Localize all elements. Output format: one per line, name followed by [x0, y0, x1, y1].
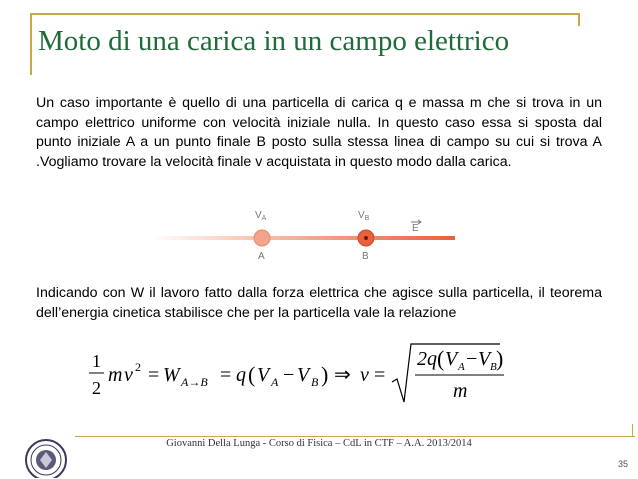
mass-m: m: [108, 364, 123, 386]
work-subscript: A→B: [181, 375, 208, 389]
potential-VA: V: [257, 364, 270, 386]
point-b-center: [364, 236, 368, 240]
title-frame-top: [30, 13, 578, 15]
footer-divider: [75, 436, 635, 437]
implies-arrow: ⇒: [334, 364, 351, 386]
num-subscript-B: B: [490, 361, 497, 373]
paren-open: (: [248, 362, 256, 387]
num-minus: −: [466, 348, 478, 370]
num-subscript-A: A: [458, 361, 465, 373]
minus-sign: −: [283, 364, 295, 386]
kinetic-energy-formula: [80, 340, 520, 410]
subscript-B: B: [311, 375, 319, 389]
point-b-label: B: [362, 251, 369, 262]
footer-divider-right: [632, 424, 633, 437]
page-number: 35: [617, 459, 628, 469]
charge-q: q: [236, 364, 246, 386]
equals-2: =: [220, 364, 232, 386]
field-e-label: E: [412, 223, 419, 234]
potential-VB: V: [297, 364, 310, 386]
num-paren-open: (: [437, 346, 445, 371]
title-frame-right: [578, 13, 580, 26]
num-potential-VA: V: [445, 348, 458, 370]
point-a-marker: [254, 230, 270, 246]
footer-text: Giovanni Della Lunga - Corso di Fisica – CdL in CTF – A.A. 2013/2014: [166, 438, 472, 449]
va-label: $V_A$: [255, 210, 267, 222]
point-a-label: A: [258, 251, 265, 262]
half-denominator: 2: [92, 378, 101, 398]
paragraph-intro: Un caso importante è quello di una particella di carica q e massa m che si trova in un campo elettrico uniforme con velocità iniziale nulla. In questo caso essa si sposta dal punto iniziale A a un punto finale B posto sulla stessa linea di campo su cui si trova A .Vogliamo trovare la velocità finale v acquistata in questo modo dalla carica.: [36, 95, 602, 170]
paragraph-theorem: Indicando con W il lavoro fatto dalla forza elettrica che agisce sulla particella, il teorema dell’energia cinetica stabilisce che per la particella vale la relazione: [36, 285, 602, 321]
num-paren-close: ): [496, 346, 504, 371]
numerator-2q: 2q: [417, 348, 437, 370]
title-frame-left: [30, 13, 32, 75]
slide-title: Moto di una carica in un campo elettrico: [38, 25, 510, 57]
paren-close: ): [321, 362, 329, 387]
charge-motion-diagram: [150, 203, 470, 273]
denominator-m: m: [453, 380, 468, 402]
equals-1: =: [148, 364, 160, 386]
num-potential-VB: V: [478, 348, 491, 370]
work-W: W: [163, 364, 180, 386]
velocity-v-result: v: [360, 364, 369, 386]
subscript-A: A: [271, 375, 279, 389]
field-line: [150, 236, 455, 240]
vb-label: $V_B$: [358, 210, 370, 222]
velocity-v: v: [124, 364, 133, 386]
equals-3: =: [374, 364, 386, 386]
half-numerator: 1: [92, 351, 101, 371]
squared-exponent: 2: [135, 360, 141, 374]
